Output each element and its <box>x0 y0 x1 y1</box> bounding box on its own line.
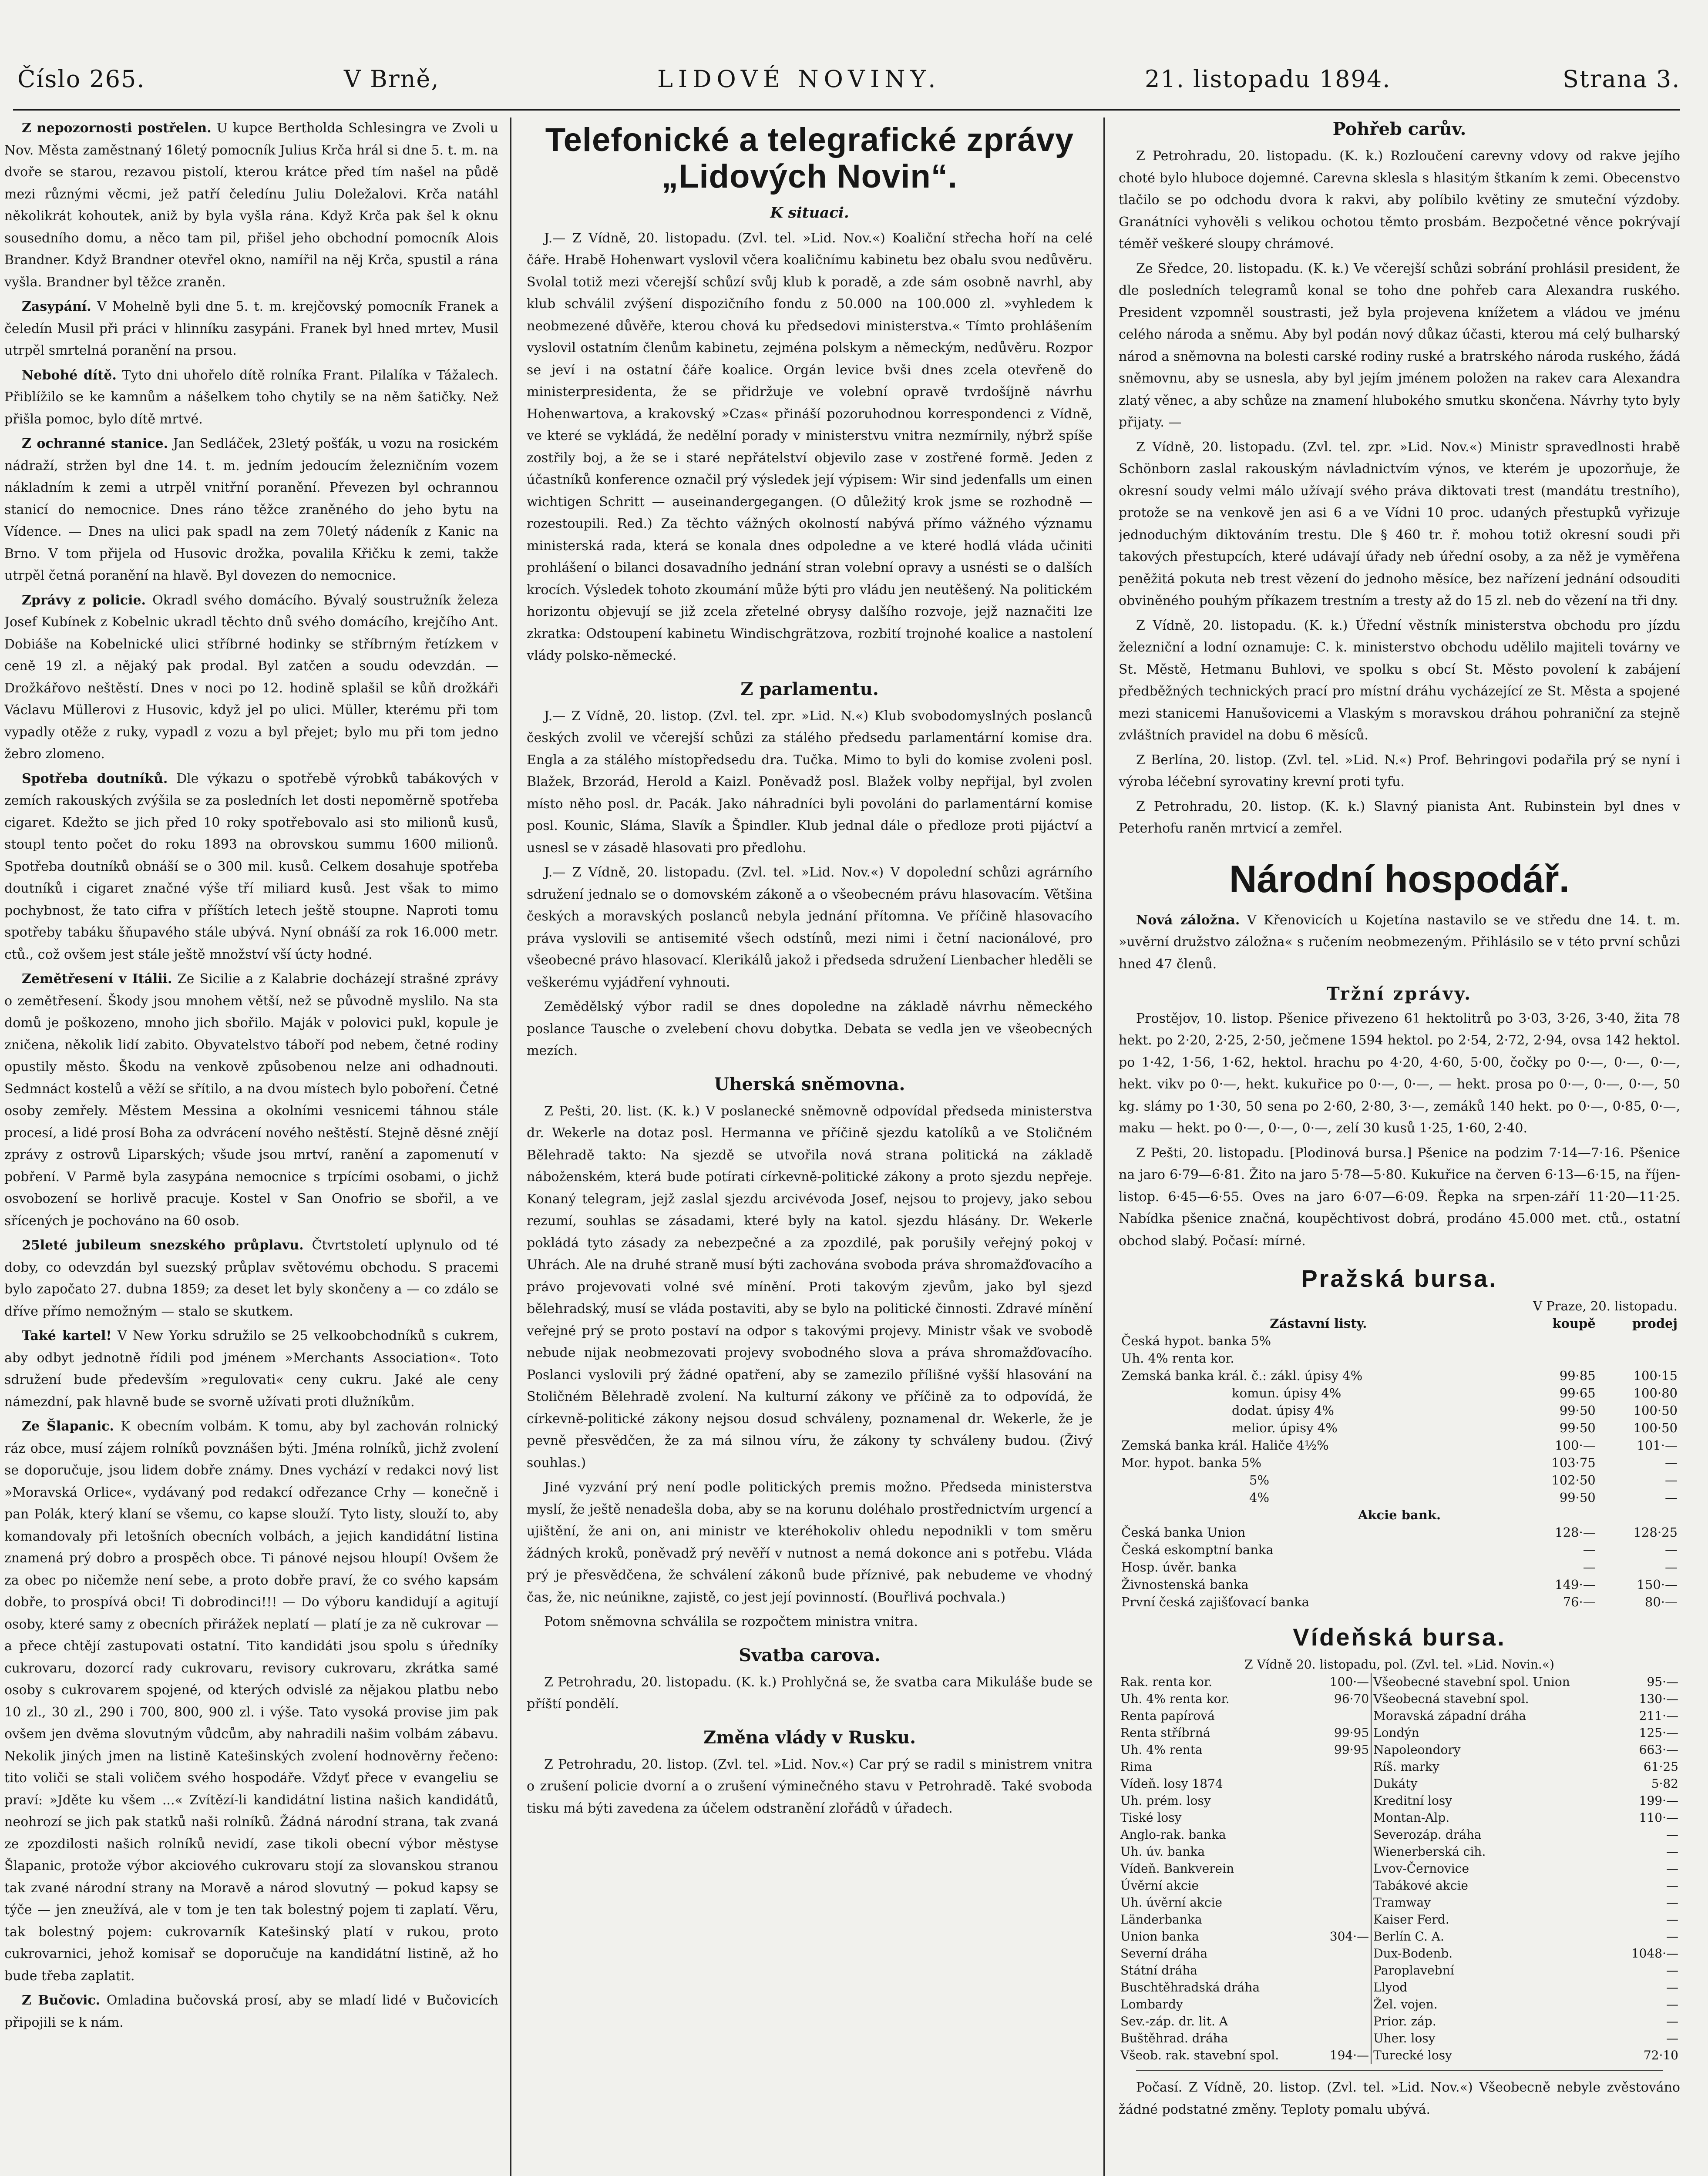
article: Ze Šlapanic. K obecním volbám. K tomu, aby byl zachován rolnický ráz obce, musí zájem rolníků povznášen býti. Jména rolníků, jichž zvolení se doporučuje, jsou lidem dobře známy. Dnes vychází v redakci nový list »Moravská Orlice«, vydávaný pod redakcí odřezance Crhy — konečně i pan Polák, který klaní se všemu, co kapse slouží. Tyto listy, slouží to, aby komandovaly při letošních obecních volbách, a jejich kandidátní listina znamená prý dobro a prospěch obce. Ti pánové nejsou hloupí! Ovšem že za obec po ničemže není sebe, a proto dobře praví, že co svého kapsám dobře, to prospívá obci! Ti dobrodinci!!! — Do výboru kandidují a agitují osoby, které samy z obecních přirážek neplatí — platí je za ně cukrovar — a přece chtějí zastupovati ostatní. Tito kandidáti jsou spolu s úředníky cukrovaru, dozorcí rady cukrovaru, revisory cukrovaru, zkrátka samé osoby s cukrovarem spojené, od kterých odvislé za nějakou platbu nebo 10 zl., 30 zl., 290 i 700, 800, 900 zl. i výše. Tato vysoká provise jim pak ovšem jen dvěma slovutným vůdcům, aby nahradili našim volbám zábavu. Nekolik jiných jmen na listině Katešinských zvolení hodnověrny řečeno: tito voliči se stali voličem svého hospodáře. Vždyť přece v evangeliu se praví: »Jděte ku všem ...« Zvítězí-li kandidátní listina našich kandidátů, neohrozí se jich pak statků naši rolníků. Žádná národní strana, tak zvaná ze zpozdilosti našich rolníků nevidí, zase tikoli obecní výbor městyse Šlapanic, protože výbor akciového cukrovaru stojí za slovanskou stranou tak zvané národní strany na Moravě a národ slovutný — pokud kapsy se týče — jen zneužívá, ale v tom je ten tak bolestný pojem ti zaplatí. Věru, tak bolestný pojem: cukrovarník Katešinský platí v rukou, proto cukrovarnici, jehož komisař se doporučuje na kandidátní listině, až ho bude třeba zaplatit. <box>4 1419 498 1984</box>
table-row: 4% 99·50 — <box>1249 1490 1678 1505</box>
table-row: Buschtěhradská dráha Llyod — <box>1119 1979 1680 1996</box>
column-divider <box>1103 118 1105 2176</box>
table-row: Vídeň. losy 1874 Dukáty 5·82 <box>1119 1775 1680 1792</box>
article: Z Pešti, 20. list. (K. k.) V poslanecké sněmovně odpovídal předseda ministerstva dr. Wekerle na dotaz posl. Hermanna ve příčině sjezdu katolíků a ve Stoličném Bělehradě takto: Na sjezdě se utvořila nová strana politická na základě náboženském, která bude potírati církevně-politické zákony a proto sjezdu nepřeje. Konaný telegram, jejž zaslal sjezdu arcivévoda Josef, nejsou to projevy, jako sebou rezumí, souhlas se zásadami, které byly na katol. sjezdu hlásány. Dr. Wekerle pokládá tyto zásady za nebezpečné a za zpozdilé, pak porušily veřejný pokoj v Uhrách. Ale na druhé straně musí býti zachována svoboda práva shromažďovacího a právo projevovati volné své mínění. Proti takovým zjevům, jako byl sjezd bělehradský, musí se vláda postaviti, aby se bylo na politické činnosti. Zdravé mínění veřejné prý se proto postaví na odpor s takovými projevy. Ministr však ve svobodě nebude nijak neobmezovati projevy svobodného slova a práva shromažďovacího. Poslanci vyslovili prý žádné opatření, aby se zamezilo přílišné vyšší hlasování na Stoličném Bělehradě zvolení. Na kulturní zákony ve příčině za to odpovídá, že církevně-politické zákony nejsou dosud schváleny, poznamenal dr. Wekerle, že je pevně přesvědčen, že za má silnou víru, že zákony ty schváleny budou. (Živý souhlas.) <box>527 1103 1093 1471</box>
article: Z Petrohradu, 20. listop. (Zvl. tel. »Lid. Nov.«) Car prý se radil s ministrem vnitra o zrušení policie dvorní a o zrušení výminečného stavu v Petrohradě. Také svoboda tisku má býti zavedena za účelem odstranění zlořádů v úřadech. <box>527 1756 1093 1816</box>
table-row: Uh. úv. banka Wienerberská cih. — <box>1119 1843 1680 1860</box>
market-reports-heading: Tržní zprávy. <box>1326 984 1473 1004</box>
table-row: Živnostenská banka 149·— 150·— <box>1121 1577 1678 1592</box>
newspaper-title: LIDOVÉ NOVINY. <box>657 65 941 93</box>
table-row: Uh. 4% renta 99·95 Napoleondory 663·— <box>1119 1741 1680 1758</box>
date: 21. listopadu 1894. <box>1145 65 1391 93</box>
city: V Brně, <box>344 65 440 93</box>
table-row: Zemská banka král. Haliče 4½% 100·— 101·— <box>1121 1438 1678 1453</box>
article: Také kartel! V New Yorku sdružilo se 25 velkoobchodníků s cukrem, aby odbyt jednotně řídili pod jménem »Merchants Association«. Toto sdružení bude především »regulovati« ceny cukru. Jaké ale ceny námezdní, pak hlavně bude se svorně užívati proti dlužníkům. <box>4 1328 498 1410</box>
column-economy <box>1119 118 1680 2176</box>
table-row: Union banka 304·— Berlín C. A. — <box>1119 1928 1680 1945</box>
article: Jiné vyzvání prý není podle politických premis možno. Předseda ministerstva myslí, že ještě nenadešla doba, aby se na korunu doléhalo prostřednictvím urgencí a ujištění, že ani on, ani ministr ve kteréhokoliv ohledu nepodnikli v tom směru žádných kroků, poněvadž prý nevěří v nutnost a nemá dokonce ani s potřebu. Vláda prý je přesvědčena, že schválení zákonů bude příznivé, pak nebudeme ve vhodný čas, že, nic neúnikne, zajistě, co jest její povinností. (Bouřlivá pochvala.) <box>527 1480 1093 1605</box>
table-row: Hosp. úvěr. banka — — <box>1121 1560 1678 1575</box>
table-row: Česká eskomptní banka — — <box>1121 1542 1678 1557</box>
section-title-telegrams: Telefonické a telegrafické zprávy „Lidových Novin“. <box>545 121 1074 195</box>
section-heading: Svatba carova. <box>739 1645 881 1666</box>
divider <box>1136 2070 1663 2071</box>
article: J.— Z Vídně, 20. listopadu. (Zvl. tel. »Lid. Nov.«) V dopolední schůzi agrárního sdružení jednalo se o domovském zákoně a o všeobecném právu hlasovacím. Většina českých a moravských poslanců nebyla jednání přítomna. Ve příčině hlasovacího práva vyslovili se antisemité všech odstínů, mezi nimi i četní nacionálové, pro všeobecné právo hlasovací. Klerikálů jakož i předseda sdružení Lienbacher hleděli se veškerému vyjádření vyhnouti. <box>527 865 1093 990</box>
article: Z Pešti, 20. listopadu. [Plodinová bursa.] Pšenice na podzim 7·14—7·16. Pšenice na jaro 6·79—6·81. Žito na jaro 5·78—5·80. Kukuřice na červen 6·13—6·15, na říjen-listop. 6·45—6·55. Oves na jaro 6·07—6·09. Řepka na srpen-září 11·20—11·25. Nabídka pšenice značná, koupěchtivost dobrá, prodáno 45.000 met. ctů., ostatní obchod slabý. Počasí: mírné. <box>1119 1145 1680 1249</box>
article: J.— Z Vídně, 20. listop. (Zvl. tel. zpr. »Lid. N.«) Klub svobodomyslných poslanců českých zvolil ve včerejší schůzi za stálého předsedu parlamentární komise dra. Engla a za stálého místopředsedu dra. Tučka. Mimo to byli do komise zvoleni posl. Blažek, Brzorád, Herold a Kaizl. Poněvadž posl. Blažek volby nepřijal, byl zvolen místo něho posl. dr. Pacák. Jako náhradníci byli povoláni do parlamentární komise posl. Kounic, Sláma, Slavík a Špindler. Klub jednal dále o předloze proti pijáctví a usnesl se v zásadě hlasovati pro předlohu. <box>527 708 1093 856</box>
section-heading: Z parlamentu. <box>740 678 879 699</box>
weather-report: Počasí. Z Vídně, 20. listop. (Zvl. tel. »Lid. Nov.«) Všeobecně nebyle zvěstováno žádné podstatné změny. Teploty pomalu ubývá. <box>1119 2080 1680 2117</box>
table-row: Mor. hypot. banka 5% 103·75 — <box>1121 1455 1678 1470</box>
article: Nebohé dítě. Tyto dni uhořelo dítě rolníka Frant. Pilalíka v Tážalech. Přiblížilo se ke kamnům a nášelkem toho chytily se na něm šatičky. Než přišla pomoc, bylo dítě mrtvé. <box>4 367 498 427</box>
header-rule <box>13 109 1680 111</box>
table-row: Uh. 4% renta kor. <box>1121 1351 1234 1366</box>
article: Potom sněmovna schválila se rozpočtem ministra vnitra. <box>544 1614 918 1629</box>
vienna-exchange-table <box>1119 1673 1680 2064</box>
article: Prostějov, 10. listop. Pšenice přivezeno 61 hektolitrů po 3·03, 3·26, 3·40, žita 78 hekt. po 2·20, 2·25, 2·50, ječmene 1594 hektol. po 2·54, 2·72, 2·94, ovsa 142 hektol. po 1·42, 1·56, 1·62, hektol. hrachu po 4·20, 4·60, 5·00, čočky po 0·—, 0·—, 0·—, hekt. vikv po 0·—, hekt. kukuřice po 0·—, 0·—, — hekt. prosa po 0·—, 0·—, 0·—, 50 kg. slámy po 1·30, 50 sena po 2·60, 2·80, 3·—, zemáků 140 hekt. po 0·—, 0·85, 0·—, maku — hekt. po 0·—, 0·—, 0·—, zelí 30 kusů 1·25, 1·60, 2·40. <box>1119 1011 1680 1136</box>
table-row: Rima Ríš. marky 61·25 <box>1119 1758 1680 1775</box>
table-row: První česká zajišťovací banka 76·— 80·— <box>1121 1595 1678 1609</box>
table-row: Severní dráha Dux-Bodenb. 1048·— <box>1119 1945 1680 1962</box>
article: Zprávy z policie. Okradl svého domácího. Bývalý soustružník železa Josef Kubínek z Kobelnic ukradl těchto dnů svého domácího, krejčího Ant. Dobiáše na Kobelnické ulici stříbrné hodinky se stříbrným řetízkem v ceně 19 zl. a nějaký pak prodal. Byl zatčen a soudu odevzdán. — Drožkářovo neštěstí. Dnes v noci po 12. hodině splašil se kůň drožkáři Václavu Müllerovi z Husovic, když jel po ulici. Müller, kterému při tom vypadly otěže z ruky, vypadl z vozu a byl přejet; bylo mu při tom jedno žebro zlomeno. <box>4 592 498 762</box>
table-row: melior. úpisy 4% 99·50 100·50 <box>1232 1420 1678 1435</box>
article: Z Vídně, 20. listopadu. (K. k.) Úřední věstník ministerstva obchodu pro jízdu železniční a lodní oznamuje: C. k. ministerstvo obchodu udělilo majiteli továrny ve St. Městě, Hetmanu Buhlovi, ve spolku s obcí St. Město povolení k zabájení předběžných technických prací pro místní dráhu vycházející ze St. Města a spojené mezi stanicemi Hanušovicemi a Vlaským s moravskou dráhou pohraniční za stejně zvláštních pravidel na dobu 6 měsíců. <box>1119 618 1680 743</box>
article: Z ochranné stanice. Jan Sedláček, 23letý pošťák, u vozu na rosickém nádraží, stržen byl dne 14. t. m. jedním jedoucím železničním vozem nákladním k zemi a utrpěl vnitřní poranění. Převezen byl ochrannou stanicí do nemocnice. Dnes ráno těžce zraněného do jeho bytu na Vídence. — Dnes na ulici pak spadl na zem 70letý nádeník z Kanic na Brno. V tom přijela od Husovic drožka, povalila Křičku k zemi, takže utrpěl četná poranění na hlavě. Byl dovezen do nemocnice. <box>4 436 498 583</box>
article: Zemětřesení v Itálii. Ze Sicilie a z Kalabrie docházejí strašné zprávy o zemětřesení. Škody jsou mnohem větší, než se původně myslilo. Na sta domů je poškozeno, mnoho jich sbořilo. Maják v polovici pukl, kopule je zničena, několik lidí zabito. Obyvatelstvo táboří pod nebem, četné rodiny opustily město. Škodu na venkově způsobenou nelze ani odhadnouti. Sedmnáct kostelů a věží se sřítilo, a na dvou místech bylo poboření. Četné osoby zemřely. Městem Messina a okolními vesnicemi táhnou stále procesí, a lidé prosí Boha za odvrácení nového neštěstí. Stejně děsné znějí zprávy z ostrovů Liparských; všude jsou mrtví, ranění a zapomenutí v pobření. V Parmě byla zasypána nemocnice s trpícími osobami, o jichž osvobození se horlivě pracuje. Kostel v San Onofrio se sbořil, a ve sřícených je pochováno na 60 osob. <box>4 971 498 1229</box>
article: Z Berlína, 20. listop. (Zvl. tel. »Lid. N.«) Prof. Behringovi podařila prý se nyní i výroba léčební syrovatiny krevní proti tyfu. <box>1119 752 1680 789</box>
table-row: 5% 102·50 — <box>1249 1473 1678 1488</box>
vienna-exchange-date: Z Vídně 20. listopadu, pol. (Zvl. tel. »Lid. Novin.«) <box>1244 1657 1554 1672</box>
article: 25leté jubileum snezského průplavu. Čtvrtstoletí uplynulo od té doby, co odevzdán byl suezský průplav světovému obchodu. S pracemi bylo započato 27. dubna 1859; za deset let byly skončeny a — co zdálo se dříve přímo nemožným — stalo se skutkem. <box>4 1238 498 1319</box>
table-row: Všeob. rak. stavební spol. 194·— Turecké losy 72·10 <box>1119 2047 1680 2064</box>
table-row: Česká banka Union 128·— 128·25 <box>1121 1525 1678 1540</box>
article: Z Petrohradu, 20. listop. (K. k.) Slavný pianista Ant. Rubinstein byl dnes v Peterhofu raněn mrtvicí a zemřel. <box>1119 799 1680 836</box>
article: Z Petrohradu, 20. listopadu. (K. k.) Rozloučení carevny vdovy od rakve jejího choté bylo hluboce dojemné. Carevna sklesla s hlasitým štkaním k zemi. Obecenstvo tlačilo se po odchodu dvora k rakvi, aby políbilo květiny ze smuteční výzdoby. Granátníci vyhověli s velikou ochotou těmto prosbám. Bezpočetné věnce pokrývají téměř veškeré sloupy chrámové. <box>1119 148 1680 252</box>
table-row: Sev.-záp. dr. lit. A Prior. záp. — <box>1119 2013 1680 2030</box>
table-row: Zemská banka král. č.: zákl. úpisy 4% 99·85 100·15 <box>1121 1368 1678 1383</box>
table-row: Buštěhrad. dráha Uher. losy — <box>1119 2030 1680 2047</box>
table-row: Anglo-rak. banka Severozáp. dráha — <box>1119 1826 1680 1843</box>
article: Z Bučovic. Omladina bučovská prosí, aby se mladí lidé v Bučovicích připojili se k nám. <box>4 1993 498 2030</box>
section-heading: Pohřeb carův. <box>1332 119 1466 139</box>
table-row: Tiské losy Montan-Alp. 110·— <box>1119 1809 1680 1826</box>
article: Z nepozornosti postřelen. U kupce Bertholda Schlesingra ve Zvoli u Nov. Města zaměstnaný 16letý pomocník Julius Krča hrál si dne 5. t. m. na dvoře se starou, rezavou pistolí, kterou krátce před tím našel na půdě mezi různými věcmi, jež patří čeledínu Juliu Doležalovi. Krča natáhl několikrát kohoutek, aniž by byla vyšla rána. Když Krča pak šel k oknu sousedního domu, a něco tam pil, přišel jeho obchodní pomocník Alois Brandner. Když Brandner otevřel okno, namířil na něj Krča, spustil a rána vyšla. Brandner byl těžce zraněn. <box>4 121 498 290</box>
table-row: Länderbanka Kaiser Ferd. — <box>1119 1911 1680 1928</box>
section-heading: Uherská sněmovna. <box>714 1074 905 1095</box>
table-row: Renta stříbrná 99·95 Londýn 125·— <box>1119 1724 1680 1741</box>
section-title-economy: Národní hospodář. <box>1229 857 1570 900</box>
article: Nová záložna. V Křenovicích u Kojetína nastavilo se ve středu dne 14. t. m. »uvěrní družstvo záložna« s ručením neobmezeným. Přihlásilo se v této první schůzi hned 47 členů. <box>1119 912 1680 972</box>
page-number: Strana 3. <box>1563 65 1681 93</box>
article: Zasypání. V Mohelně byli dne 5. t. m. krejčovský pomocník Franek a čeledín Musil při práci v hlinníku zasypáni. Franek byl hned mrtev, Musil utrpěl smrtelná poranění na prsou. <box>4 299 498 358</box>
article: Zemědělský výbor radil se dnes dopoledne na základě návrhu německého poslance Tausche o zvelebení chovu dobytka. Debata se vedla jen ve všeobecných mezích. <box>527 999 1093 1058</box>
column-telegrams <box>527 118 1093 2176</box>
issue-number: Číslo 265. <box>17 65 145 93</box>
article: Ze Sředce, 20. listopadu. (K. k.) Ve včerejší schůzi sobrání prohlásil president, že dle posledních telegramů konal se toho dne pohřeb cara Alexandra ruského. President vzpomněl soustrasti, jež byla projevena knížetem a vládou ve jménu celého národa a sněmu. Aby byl podán nový důkaz účasti, kterou má celý bulharský národ a sněmovna na bolesti carské rodiny ruské a bratrského národa ruského, žádá sněmovnu, aby se usnesla, aby byl jejím jménem položen na rakev cara Alexandra zlatý věnec, a aby schůze na znamení hlubokého smutku skončena. Návrhy tyto byly přijaty. — <box>1119 261 1680 430</box>
table-row: dodat. úpisy 4% 99·50 100·50 <box>1232 1403 1678 1418</box>
column-local-news <box>4 118 498 2176</box>
table-row: Renta papírová Moravská západní dráha 211·— <box>1119 1707 1680 1724</box>
masthead <box>13 65 1693 100</box>
table-row: Úvěrní akcie Tabákové akcie — <box>1119 1877 1680 1894</box>
article: Z Vídně, 20. listopadu. (Zvl. tel. zpr. »Lid. Nov.«) Ministr spravedlnosti hrabě Schönborn zaslal rakouským návladnictvím výnos, ve kterém je upozorňuje, že okresní soudy velmi málo užívají svého práva diktovati trest (mandátu trestního), protože se na venkově jen asi 6 a ve Vídni 10 proc. udaných přestupků vyřizuje jednoduchým diktováním trestu. Dle § 460 tr. ř. mohou totiž okresní soudi při takových přestupcích, které udávají úřady neb úřední osoby, a za něž je vyměřena peněžitá pokuta neb trest vězení do jednoho měsíce, bez nařízení jednání odsouditi obviněného pouhým příkazem trestním a tresty až do 15 zl. neb do vězení na tři dny. <box>1119 439 1680 608</box>
table-row: Vídeň. Bankverein Lvov-Černovice — <box>1119 1860 1680 1877</box>
table-row: Česká hypot. banka 5% <box>1121 1333 1271 1348</box>
vienna-exchange-title: Vídeňská bursa. <box>1293 1623 1506 1651</box>
prague-exchange-table: V Praze, 20. listopadu. Zástavní listy. koupě prodej Česká hypot. banka 5% Uh. 4% renta kor. Zemská banka král. č.: zákl. úpisy 4% 99·85 100·15 komun. úpisy 4% 99·65 100·80 dodat. úpisy 4% 99·50 100·50 melior. úpisy 4% 99·50 100·50 Zemská banka král. Haliče 4½% 100·— 101·— Mor. hypot. banka 5% 103·75 — 5% 102·50 — 4% 99·50 — Akcie bank. Česká banka Union 128·— 128·25 Česká eskomptní banka — — Hosp. úvěr. banka — — Živnostenská banka 149·— 150·— První česká zajišťovací banka 76·— 80·— <box>1119 1297 1680 1611</box>
table-row: Uh. prém. losy Kreditní losy 199·— <box>1119 1792 1680 1809</box>
article: J.— Z Vídně, 20. listopadu. (Zvl. tel. »Lid. Nov.«) Koaliční střecha hoří na celé čáře. Hrabě Hohenwart vyslovil včera koaličnímu kabinetu bez obalu svou nedůvěru. Svolal totiž mezi včerejší schůzí svůj klub k poradě, a zde sám osobně navrhl, aby klub schválil zvýšení dispozičního fondu z 50.000 na 100.000 zl. »vyhledem k neobmezené důvěře, kterou chová ku předsedovi ministerstva.« Tímto prohlášením vyslovil ostatním členům kabinetu, zejména polskym a německým, nedůvěru. Rozpor se jeví i na ostatní čáře koalice. Orgán levice bvši dnes zcela otevřeně do ministerpresidenta, že se přidržuje ve volební opravě tvrdošíjně návrhu Hohenwartova, a krakovský »Czas« přináší pozoruhodnou korrespondenci z Vídně, ve které se vykládá, že nedělní porady v ministerstvu vnitra nezmírnily, nýbrž spíše zostřily boj, a že se i staré nepřátelství objevilo zase v zostřené formě. Jeden z účastníků konference označil prý výsledek její výpisem: Wir sind jedenfalls um einen wichtigen Schritt — auseinandergegangen. (O důležitý krok jsme se rozhodně — rozestoupili. Red.) Za těchto vážných okolností nabývá přímo vážného významu ministerská rada, která se konala dnes odpoledne a ve které hodlá vláda učiniti prohlášení o bilanci dosavadního jednání stran volební opravy a usnésti se o dalších krocích. Výsledek tohoto zkoumání může býti pro vládu jen neutěšený. Na politickém horizontu objevují se již zcela zřetelné obrysy dalšího rozvoje, jejž naznačiti lze zkratka: Odstoupení kabinetu Windischgrätzova, rozbití trojnohé koalice a nastolení vlády polsko-německé. <box>527 230 1093 663</box>
table-row: Uh. úvěrní akcie Tramway — <box>1119 1894 1680 1911</box>
article: Spotřeba doutníků. Dle výkazu o spotřebě výrobků tabákových v zemích rakouských zvýšila se za posledních let dosti nepoměrně spotřeba cigaret. Kdežto se jich před 10 roky spotřebovalo asi sto milionů kusů, stoupl tento počet do roku 1893 na obrovskou summu 1600 milionů. Spotřeba doutníků obnáší se o 300 mil. kusů. Celkem dosahuje spotřeba doutníků i cigaret značné výše tří miliard kusů. Jest však to mimo pochybnost, že tato cifra v příštích letech ještě stoupne. Naproti tomu spotřeby tabáku šňupavého stále ubývá. Nyní obnáší za rok 16.000 metr. ctů., což ovšem jest stále ještě množství vší úcty hodné. <box>4 771 498 962</box>
article: Z Petrohradu, 20. listopadu. (K. k.) Prohlyčná se, že svatba cara Mikuláše bude se příští pondělí. <box>527 1674 1093 1712</box>
table-row: Lombardy Žel. vojen. — <box>1119 1996 1680 2013</box>
table-row: Rak. renta kor. 100·— Všeobecné stavební spol. Union 95·— <box>1119 1673 1680 1690</box>
prague-exchange-title: Pražská bursa. <box>1301 1265 1498 1292</box>
column-divider <box>510 118 511 2176</box>
table-row: Uh. 4% renta kor. 96·70 Všeobecná stavební spol. 130·— <box>1119 1690 1680 1707</box>
table-row: komun. úpisy 4% 99·65 100·80 <box>1232 1386 1678 1400</box>
section-heading: Změna vlády v Rusku. <box>703 1727 916 1748</box>
section-subtitle: K situaci. <box>770 204 849 222</box>
table-row: Státní dráha Paroplavební — <box>1119 1962 1680 1979</box>
